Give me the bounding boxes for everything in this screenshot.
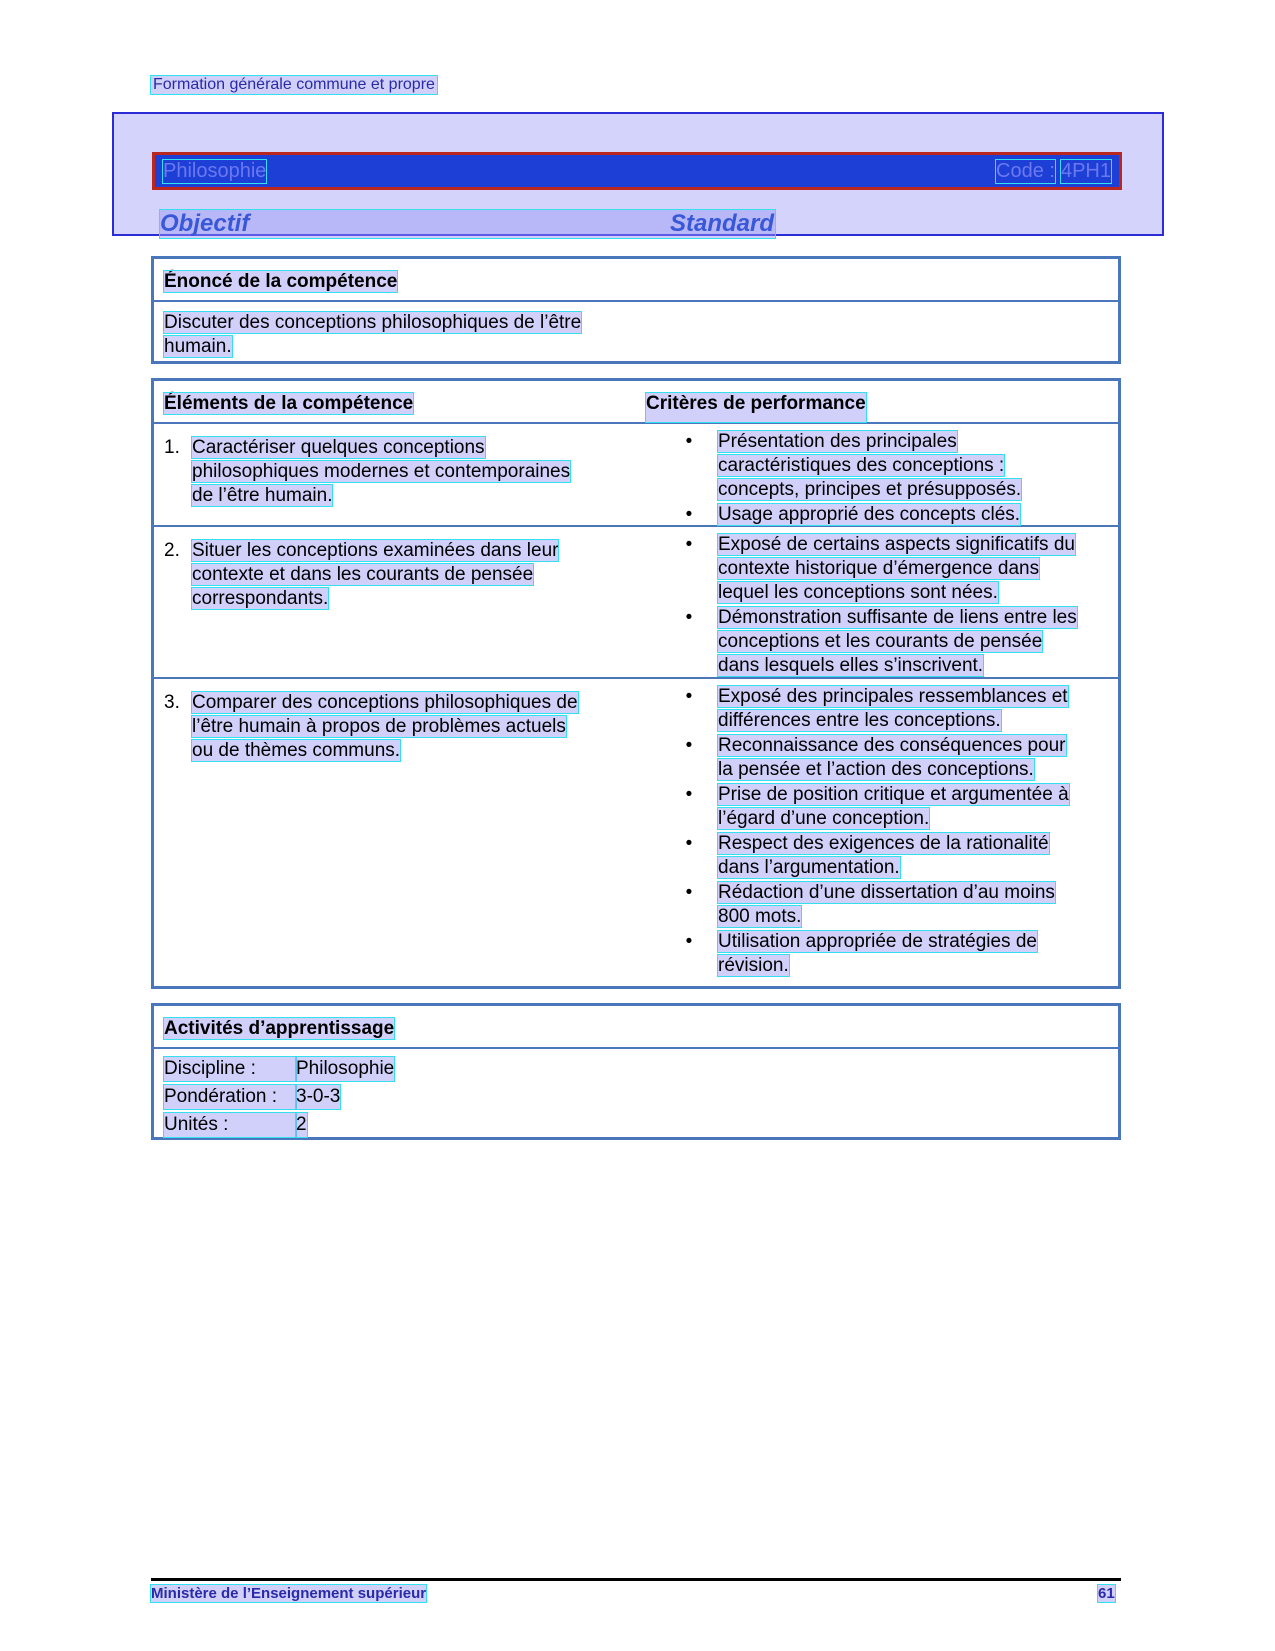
enonce-heading: Énoncé de la compétence: [164, 271, 398, 292]
element-row: [154, 679, 1118, 984]
element-line: l’être humain à propos de problèmes actuels: [192, 716, 566, 737]
criteria-heading: Critères de performance: [646, 393, 866, 422]
criterion-item: [682, 881, 1112, 929]
element-row: [154, 527, 1118, 679]
elements-heading: Éléments de la compétence: [164, 393, 414, 414]
criterion-line: la pensée et l’action des conceptions.: [718, 759, 1034, 780]
elements-section: [151, 378, 1121, 989]
criterion-line: Exposé des principales ressemblances et: [718, 686, 1068, 707]
criterion-line: révision.: [718, 955, 789, 976]
bullet-icon: •: [685, 735, 693, 756]
element-line: Situer les conceptions examinées dans leur: [192, 540, 559, 561]
element-number: 1.: [164, 437, 180, 458]
activities-section: [151, 1003, 1121, 1140]
criterion-line: Respect des exigences de la rationalité: [718, 833, 1049, 854]
criterion-line: caractéristiques des conceptions :: [718, 455, 1005, 476]
criterion-item: [682, 734, 1112, 782]
page-number: 61: [1098, 1585, 1115, 1602]
subject-title: Philosophie: [163, 159, 267, 182]
element-number: 2.: [164, 540, 180, 561]
activity-value: 2: [296, 1114, 307, 1135]
criterion-item: [682, 832, 1112, 880]
bullet-icon: •: [685, 931, 693, 952]
code-value: 4PH1: [1060, 159, 1111, 182]
bullet-icon: •: [685, 686, 693, 707]
bullet-icon: •: [685, 833, 693, 854]
activity-value: 3-0-3: [296, 1086, 341, 1107]
element-number: 3.: [164, 692, 180, 713]
element-line: philosophiques modernes et contemporaines: [192, 461, 571, 482]
criterion-item: [682, 930, 1112, 978]
criterion-line: l’égard d’une conception.: [718, 808, 930, 829]
footer-divider: [151, 1578, 1121, 1581]
activity-label: Pondération :: [164, 1085, 296, 1109]
criterion-line: contexte historique d’émergence dans: [718, 558, 1040, 579]
criterion-line: Rédaction d’une dissertation d’au moins: [718, 882, 1055, 903]
bullet-icon: •: [685, 504, 693, 525]
criterion-line: lequel les conceptions sont nées.: [718, 582, 998, 603]
criterion-item: [682, 685, 1112, 733]
criterion-line: Exposé de certains aspects significatifs du: [718, 534, 1075, 555]
title-bar: [152, 152, 1122, 190]
bullet-icon: •: [685, 882, 693, 903]
activity-label: Discipline :: [164, 1057, 296, 1081]
criterion-line: conceptions et les courants de pensée: [718, 631, 1043, 652]
criterion-item: [682, 503, 1112, 527]
activities-heading: Activités d’apprentissage: [164, 1018, 395, 1039]
enonce-line: Discuter des conceptions philosophiques de l’être: [164, 312, 582, 333]
objective-label: Objectif: [160, 210, 250, 237]
element-line: de l’être humain.: [192, 485, 333, 506]
criterion-item: [682, 430, 1112, 502]
running-header: Formation générale commune et propre: [153, 76, 435, 93]
enonce-line: humain.: [164, 336, 232, 357]
element-line: correspondants.: [192, 588, 329, 609]
element-line: Comparer des conceptions philosophiques de: [192, 692, 578, 713]
activity-row: [164, 1085, 1108, 1109]
bullet-icon: •: [685, 607, 693, 628]
criterion-item: [682, 533, 1112, 605]
criterion-line: Utilisation appropriée de stratégies de: [718, 931, 1037, 952]
criterion-line: Reconnaissance des conséquences pour: [718, 735, 1066, 756]
criterion-line: dans lesquels elles s’inscrivent.: [718, 655, 984, 676]
footer-ministry: Ministère de l’Enseignement supérieur: [151, 1585, 427, 1602]
standard-label: Standard: [670, 210, 775, 237]
activity-value: Philosophie: [296, 1058, 395, 1079]
course-code: [996, 160, 1111, 183]
element-line: ou de thèmes communs.: [192, 740, 401, 761]
criterion-line: dans l’argumentation.: [718, 857, 900, 878]
element-line: Caractériser quelques conceptions: [192, 437, 485, 458]
objective-standard-row: [160, 210, 775, 238]
criterion-line: 800 mots.: [718, 906, 802, 927]
activity-row: [164, 1057, 1108, 1081]
criterion-line: différences entre les conceptions.: [718, 710, 1001, 731]
criterion-line: Démonstration suffisante de liens entre les: [718, 607, 1077, 628]
element-row: [154, 424, 1118, 527]
criterion-item: [682, 606, 1112, 678]
activity-label: Unités :: [164, 1113, 296, 1137]
code-label: Code :: [996, 159, 1055, 182]
criterion-line: Prise de position critique et argumentée à: [718, 784, 1069, 805]
bullet-icon: •: [685, 431, 693, 452]
criterion-line: concepts, principes et présupposés.: [718, 479, 1022, 500]
enonce-section: [151, 256, 1121, 364]
bullet-icon: •: [685, 534, 693, 555]
element-line: contexte et dans les courants de pensée: [192, 564, 534, 585]
criterion-item: [682, 783, 1112, 831]
activity-row: [164, 1113, 1108, 1137]
criterion-line: Usage approprié des concepts clés.: [718, 504, 1021, 525]
criterion-line: Présentation des principales: [718, 431, 957, 452]
bullet-icon: •: [685, 784, 693, 805]
